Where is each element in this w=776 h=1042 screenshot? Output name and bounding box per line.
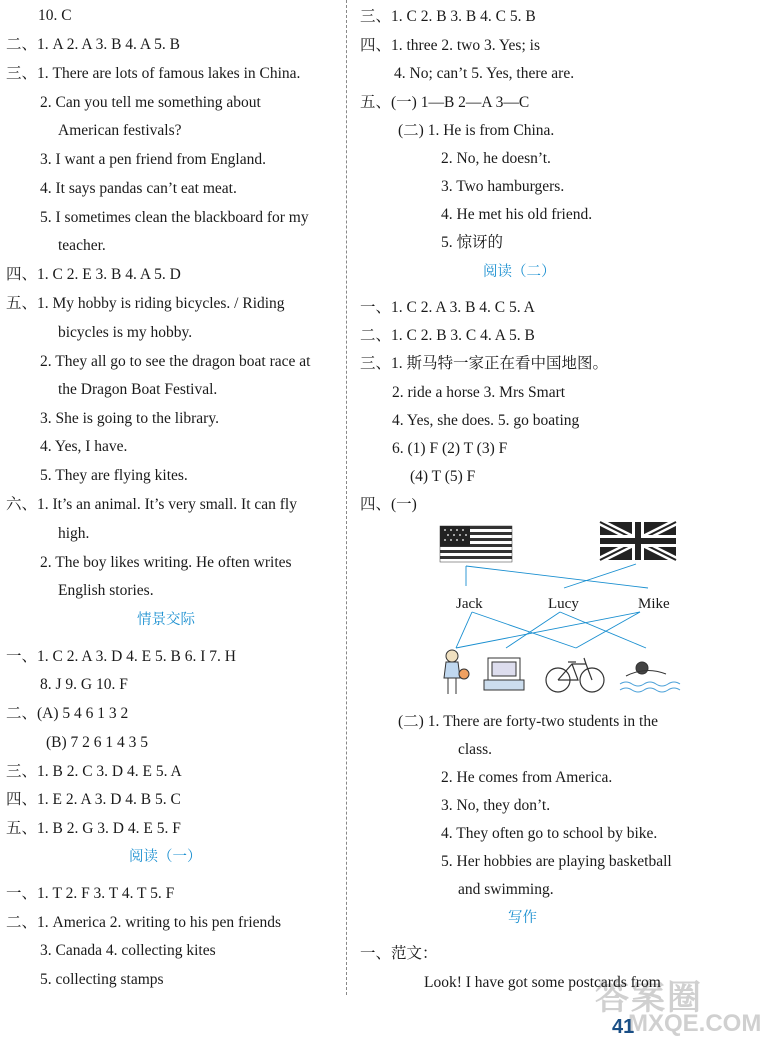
answer-line: 二、1. C 2. B 3. C 4. A 5. B — [360, 327, 535, 344]
answer-line: 8. J 9. G 10. F — [40, 676, 128, 693]
answer-line: (二) 1. There are forty-two students in the — [398, 713, 658, 730]
answer-line: 二、1. America 2. writing to his pen friends — [6, 914, 282, 931]
answer-line: 3. I want a pen friend from England. — [40, 151, 266, 168]
answer-line: 四、1. three 2. two 3. Yes; is — [360, 37, 540, 54]
answer-line: 一、1. C 2. A 3. D 4. E 5. B 6. I 7. H — [6, 648, 236, 665]
answer-line: teacher. — [58, 237, 106, 254]
answer-line: English stories. — [58, 582, 154, 599]
answer-line: 6. (1) F (2) T (3) F — [392, 440, 508, 457]
uk-flag-icon — [600, 522, 676, 560]
answer-line: 2. No, he doesn’t. — [441, 150, 551, 167]
answer-line: 4. It says pandas can’t eat meat. — [40, 180, 237, 197]
answer-line: 三、1. There are lots of famous lakes in China. — [6, 65, 301, 82]
answer-line: 二、(A) 5 4 6 1 3 2 — [6, 705, 129, 722]
answer-line: 5. 惊讶的 — [441, 234, 504, 251]
name-mike: Mike — [638, 596, 670, 612]
name-jack: Jack — [456, 596, 483, 612]
answer-line: (二) 1. He is from China. — [398, 122, 555, 139]
answer-line: 三、1. C 2. B 3. B 4. C 5. B — [360, 8, 536, 25]
answer-line: and swimming. — [458, 881, 554, 898]
column-divider — [346, 0, 347, 995]
tv-icon — [484, 658, 524, 690]
page-number: 41 — [612, 1016, 635, 1038]
answer-line: 2. ride a horse 3. Mrs Smart — [392, 384, 566, 401]
answer-line: 二、1. A 2. A 3. B 4. A 5. B — [6, 36, 180, 53]
answer-line: 五、(一) 1—B 2—A 3—C — [360, 94, 530, 111]
section-heading: 写作 — [508, 910, 537, 926]
answer-line: 五、1. B 2. G 3. D 4. E 5. F — [6, 820, 181, 837]
answer-line: 2. Can you tell me something about — [40, 94, 261, 111]
answer-line: 五、1. My hobby is riding bicycles. / Riding — [6, 295, 285, 312]
answer-line: 一、1. C 2. A 3. B 4. C 5. A — [360, 299, 535, 316]
answer-line: 4. Yes, I have. — [40, 438, 128, 455]
answer-line: 一、范文： — [360, 945, 438, 962]
section-heading: 阅读（二） — [483, 264, 556, 280]
answer-line: 四、1. E 2. A 3. D 4. B 5. C — [6, 791, 181, 808]
answer-line: 2. He comes from America. — [441, 769, 613, 786]
answer-line: the Dragon Boat Festival. — [58, 381, 218, 398]
answer-line: 3. Two hamburgers. — [441, 178, 565, 195]
answer-line: 10. C — [38, 7, 72, 24]
section-heading: 情景交际 — [137, 612, 195, 628]
answer-line: high. — [58, 525, 90, 542]
watermark-url: MXQE.COM — [628, 1010, 762, 1037]
answer-line: 3. She is going to the library. — [40, 410, 219, 427]
answer-line: 5. I sometimes clean the blackboard for my — [40, 209, 309, 226]
answer-line: American festivals? — [58, 122, 182, 139]
answer-line: bicycles is my hobby. — [58, 324, 193, 341]
answer-line: 4. He met his old friend. — [441, 206, 593, 223]
answer-line: class. — [458, 741, 493, 758]
answer-line: 一、1. T 2. F 3. T 4. T 5. F — [6, 885, 175, 902]
answer-line: (B) 7 2 6 1 4 3 5 — [46, 734, 149, 751]
bicycle-icon — [546, 658, 604, 692]
answer-line: 三、1. B 2. C 3. D 4. E 5. A — [6, 763, 182, 780]
answer-line: 四、1. C 2. E 3. B 4. A 5. D — [6, 266, 181, 283]
matching-diagram — [436, 518, 696, 698]
section-heading: 阅读（一） — [129, 849, 202, 865]
us-flag-icon — [440, 526, 512, 562]
answer-line: 5. collecting stamps — [40, 971, 164, 988]
swimming-icon — [620, 662, 680, 692]
answer-line: 四、(一) — [360, 496, 417, 513]
answer-line: 三、1. 斯马特一家正在看中国地图。 — [360, 355, 609, 372]
answer-line: 4. Yes, she does. 5. go boating — [392, 412, 580, 429]
answer-line: 4. No; can’t 5. Yes, there are. — [394, 65, 575, 82]
answer-line: 六、1. It’s an animal. It’s very small. It can fly — [6, 496, 297, 513]
girl-basketball-icon — [444, 650, 469, 694]
answer-line: 2. The boy likes writing. He often writes — [40, 554, 292, 571]
answer-line: (4) T (5) F — [410, 468, 476, 485]
answer-line: 5. Her hobbies are playing basketball — [441, 853, 672, 870]
answer-line: 5. They are flying kites. — [40, 467, 188, 484]
answer-line: Look! I have got some postcards from — [424, 974, 661, 991]
answer-line: 3. No, they don’t. — [441, 797, 551, 814]
watermark-logo: 答案圈 — [595, 978, 703, 1018]
answer-line: 3. Canada 4. collecting kites — [40, 942, 216, 959]
answer-line: 4. They often go to school by bike. — [441, 825, 658, 842]
answer-line: 2. They all go to see the dragon boat race at — [40, 353, 311, 370]
name-lucy: Lucy — [548, 596, 579, 612]
